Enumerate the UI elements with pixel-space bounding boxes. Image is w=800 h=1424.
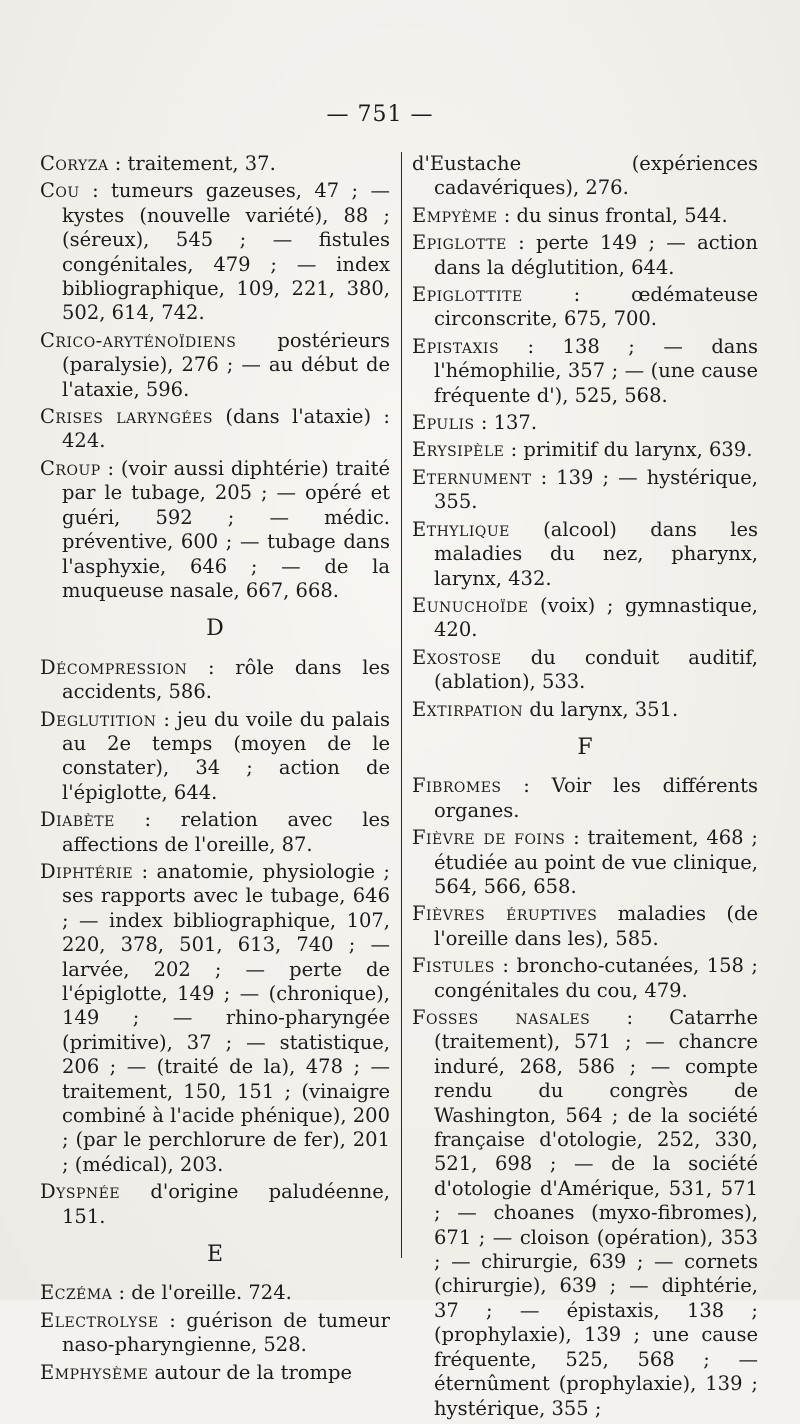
entry-text: du larynx, 351. (523, 697, 679, 721)
entry-text: (voix) ; gymnastique, 420. (434, 593, 758, 642)
entry-headword: Ethylique (412, 517, 510, 541)
index-entry (40, 656, 390, 705)
entry-headword: Eternument (412, 465, 532, 489)
index-entry (412, 466, 758, 515)
entry-headword: Dyspnée (40, 1180, 121, 1204)
index-entry (40, 1361, 390, 1385)
index-entry (412, 902, 758, 951)
index-entry (40, 1180, 390, 1229)
entry-text: : perte 149 ; — action dans la déglutition, 644. (434, 231, 758, 279)
entry-text: : 139 ; — hystérique, 355. (434, 465, 758, 514)
index-entry (412, 826, 758, 899)
index-entry (412, 283, 758, 332)
entry-text: du conduit auditif, (ablation), 533. (434, 645, 758, 694)
entry-headword: Epistaxis (412, 334, 500, 358)
index-entry (40, 708, 390, 806)
index-entry (40, 1281, 390, 1305)
entry-headword: Eunuchoïde (412, 593, 529, 617)
entry-text: (dans l'ataxie) : 424. (62, 405, 390, 453)
entry-headword: Extirpation (412, 697, 524, 721)
entry-text: (alcool) dans les maladies du nez, pharynx, larynx, 432. (434, 517, 758, 590)
entry-text: : relation avec les affections de l'oreille, 87. (62, 808, 390, 856)
entry-text: : 138 ; — dans l'hémophilie, 357 ; — (une cause fréquente d'), 525, 568. (434, 334, 758, 407)
entry-text: postérieurs (paralysie), 276 ; — au début de l'ataxie, 596. (62, 328, 390, 401)
index-entry (412, 231, 758, 280)
entry-text: : jeu du voile du palais au 2e temps (moyen de le constater), 34 ; action de l'épiglotte, 644. (62, 707, 390, 804)
entry-headword: Fistules (412, 954, 495, 978)
entry-headword: Electrolyse (40, 1308, 159, 1332)
index-entry (412, 594, 758, 643)
entry-text: maladies (de l'oreille dans les), 585. (434, 902, 758, 950)
entry-headword: Diabète (40, 808, 115, 832)
entry-text: : anatomie, physiologie ; ses rapports avec le tubage, 646 ; — index bibliographique, 107, 220, 378, 501, 613, 740 ; — larvée, 202 ; — perte de l'épiglotte, 149 ; — (chronique), 149 ; — rhino-pharyngée (primitive), 37 ; — statistique, 206 ; — (traité de la), 478 ; — traitement, 150, 151 ; (vinaigre combiné à l'acide phénique), 200 ; (par le perchlorure de fer), 201 ; (médical), 203. (62, 859, 390, 1176)
index-entry (412, 204, 758, 228)
index-entry (412, 646, 758, 695)
entry-headword: Erysipèle (412, 438, 505, 462)
entry-headword: Epiglotte (412, 231, 507, 255)
entry-headword: Crises laryngées (40, 405, 213, 429)
entry-text: : rôle dans les accidents, 586. (62, 655, 390, 704)
right-column (412, 152, 758, 1424)
entry-text: d'origine paludéenne, 151. (62, 1180, 390, 1228)
entry-headword: Empyème (412, 203, 498, 227)
entry-text: : primitif du larynx, 639. (504, 438, 753, 462)
entry-headword: Epulis (412, 411, 475, 435)
index-entry (412, 438, 758, 462)
index-entry (412, 335, 758, 408)
index-entry (412, 698, 758, 722)
index-entry (40, 860, 390, 1177)
index-entry (40, 405, 390, 454)
index-entry (40, 329, 390, 402)
letter-heading: D (206, 616, 224, 642)
entry-headword: Exostose (412, 645, 502, 669)
entry-headword: Epiglottite (412, 283, 523, 307)
entry-headword: Deglutition (40, 707, 157, 731)
entry-headword: Décompression (40, 655, 188, 679)
entry-text: : Catarrhe (traitement), 571 ; — chancre induré, 268, 586 ; — compte rendu du congrès de Washington, 564 ; de la société française d'otologie, 252, 330, 521, 698 ; — de la société d'otologie d'Amérique, 531, 571 ; — choanes (myxo-fibromes), 671 ; — cloison (opération), 353 ; — chirurgie, 639 ; — cornets (chirurgie), 639 ; — diphtérie, 37 ; — épistaxis, 138 ; (prophylaxie), 139 ; une cause fréquente, 525, 568 ; — éternûment (prophylaxie), 139 ; hystérique, 355 ; (434, 1006, 759, 1420)
entry-headword: Croup (40, 456, 101, 480)
entry-headword: Fibromes (412, 774, 502, 798)
entry-text: : 137. (474, 411, 538, 435)
entry-text: : (voir aussi diphtérie) traité par le tubage, 205 ; — opéré et guéri, 592 ; — médic. préventive, 600 ; — tubage dans l'asphyxie, 646 ; — de la muqueuse nasale, 667, 668. (62, 456, 390, 602)
index-entry (412, 774, 758, 823)
index-entry (40, 808, 390, 857)
entry-headword: Diphtérie (40, 859, 134, 883)
entry-text: : Voir les différents organes. (434, 774, 758, 822)
entry-text: : tumeurs gazeuses, 47 ; — kystes (nouvelle variété), 88 ; (séreux), 545 ; — fistules congénitales, 479 ; — index bibliographique, 109, 221, 380, 502, 614, 742. (62, 179, 390, 325)
entry-text: autour de la trompe (148, 1360, 353, 1384)
column-divider (401, 152, 402, 1258)
letter-heading: E (206, 1242, 224, 1268)
entry-headword: Crico-aryténoïdiens (40, 328, 237, 352)
index-entry (40, 179, 390, 325)
left-column (40, 152, 390, 1388)
entry-headword: Eczéma (40, 1281, 113, 1305)
letter-heading: F (577, 734, 593, 760)
index-entry (412, 152, 758, 201)
index-entry (40, 152, 390, 176)
index-entry (412, 954, 758, 1003)
entry-headword: Coryza (40, 152, 109, 175)
entry-text: : guérison de tumeur naso-pharyngienne, 528. (62, 1308, 390, 1357)
index-entry (412, 411, 758, 435)
index-entry (412, 518, 758, 591)
index-entry (40, 1309, 390, 1358)
index-entry (40, 457, 390, 603)
entry-text: : traitement, 468 ; étudiée au point de vue clinique, 564, 566, 658. (434, 826, 758, 898)
index-entry (412, 1006, 758, 1421)
page-number: — 751 — (326, 102, 434, 127)
entry-text: : œdémateuse circonscrite, 675, 700. (434, 283, 758, 331)
entry-headword: Emphysème (40, 1360, 149, 1384)
entry-text: : de l'oreille. 724. (112, 1281, 292, 1305)
entry-continuation: d'Eustache (expériences cadavériques), 276. (412, 152, 758, 200)
entry-headword: Fosses nasales (412, 1006, 591, 1029)
entry-headword: Cou (40, 179, 80, 203)
entry-headword: Fièvre de foins (412, 826, 566, 850)
entry-headword: Fièvres éruptives (412, 902, 598, 926)
entry-text: : traitement, 37. (108, 152, 276, 175)
entry-text: : broncho-cutanées, 158 ; congénitales du cou, 479. (434, 954, 758, 1002)
entry-text: : du sinus frontal, 544. (497, 203, 728, 227)
